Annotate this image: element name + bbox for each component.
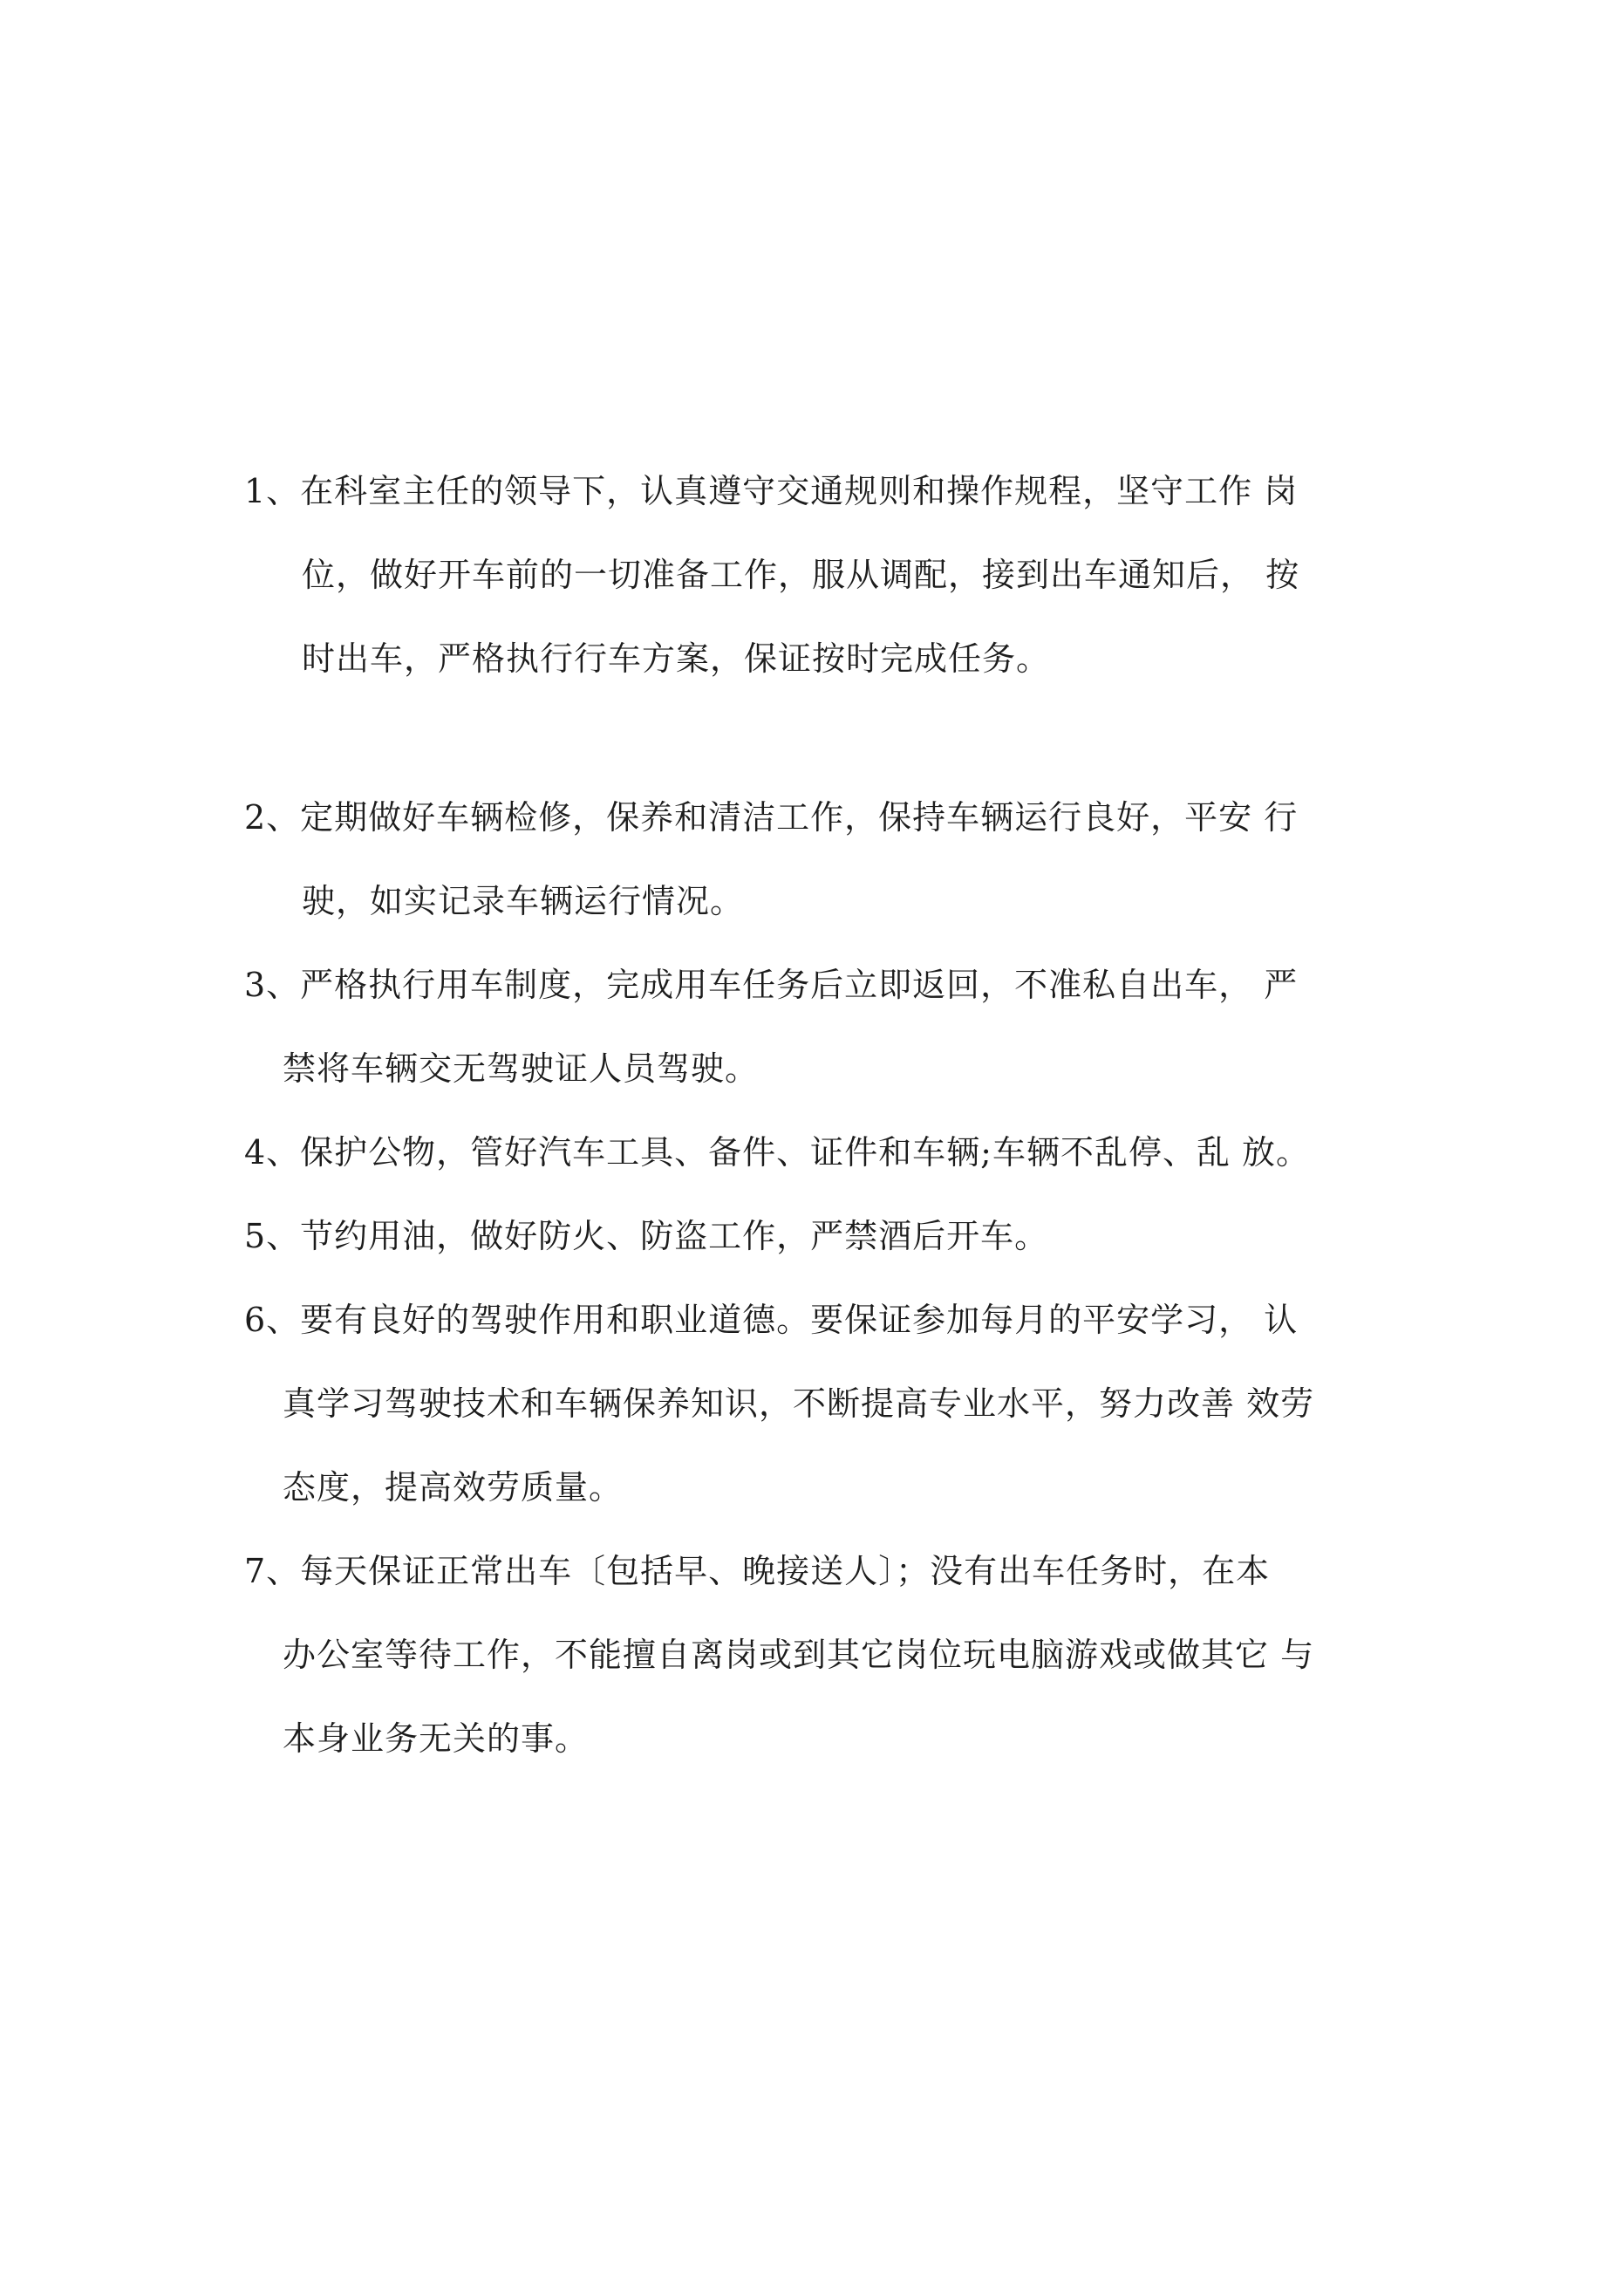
item-1-line-3: 时出车，严格执行行车方案，保证按时完成任务。 — [302, 639, 1051, 678]
list-item-6 — [244, 1278, 1395, 1529]
item-1-line-1: 1、在科室主任的领导下，认真遵守交通规则和操作规程，坚守工作 岗 — [244, 472, 1299, 510]
item-3-line-1: 3、严格执行用车制度，完成用车任务后立即返回，不准私自出车， 严 — [244, 966, 1299, 1004]
item-6-line-2: 真学习驾驶技术和车辆保养知识，不断提高专业水平，努力改善 效劳 — [283, 1384, 1315, 1423]
document-body — [244, 449, 1395, 1780]
list-item-5 — [244, 1194, 1395, 1278]
item-3-line-2: 禁将车辆交无驾驶证人员驾驶。 — [283, 1049, 760, 1088]
paragraph-gap — [244, 700, 1395, 776]
item-2-line-1: 2、定期做好车辆检修，保养和清洁工作，保持车辆运行良好，平安 行 — [244, 798, 1299, 837]
item-4-line-1: 4、保护公物，管好汽车工具、备件、证件和车辆;车辆不乱停、乱 放。 — [244, 1133, 1311, 1172]
item-2-line-2: 驶，如实记录车辆运行情况。 — [302, 882, 745, 920]
item-7-line-2: 办公室等待工作，不能擅自离岗或到其它岗位玩电脑游戏或做其它 与 — [283, 1636, 1315, 1674]
item-7-line-1: 7、每天保证正常出车〔包括早、晚接送人〕；没有出车任务时，在本 — [244, 1552, 1271, 1590]
list-item-1 — [244, 449, 1395, 700]
item-6-line-3: 态度，提高效劳质量。 — [283, 1468, 624, 1507]
item-1-line-2: 位，做好开车前的一切准备工作，服从调配，接到出车通知后， 按 — [302, 556, 1300, 594]
list-item-7 — [244, 1529, 1395, 1780]
list-item-3 — [244, 943, 1395, 1110]
item-7-line-3: 本身业务无关的事。 — [283, 1719, 590, 1758]
list-item-4 — [244, 1110, 1395, 1194]
item-5-line-1: 5、节约用油，做好防火、防盗工作，严禁酒后开车。 — [244, 1217, 1049, 1255]
item-6-line-1: 6、要有良好的驾驶作用和职业道德。要保证参加每月的平安学习， 认 — [244, 1301, 1299, 1339]
list-item-2 — [244, 776, 1395, 943]
